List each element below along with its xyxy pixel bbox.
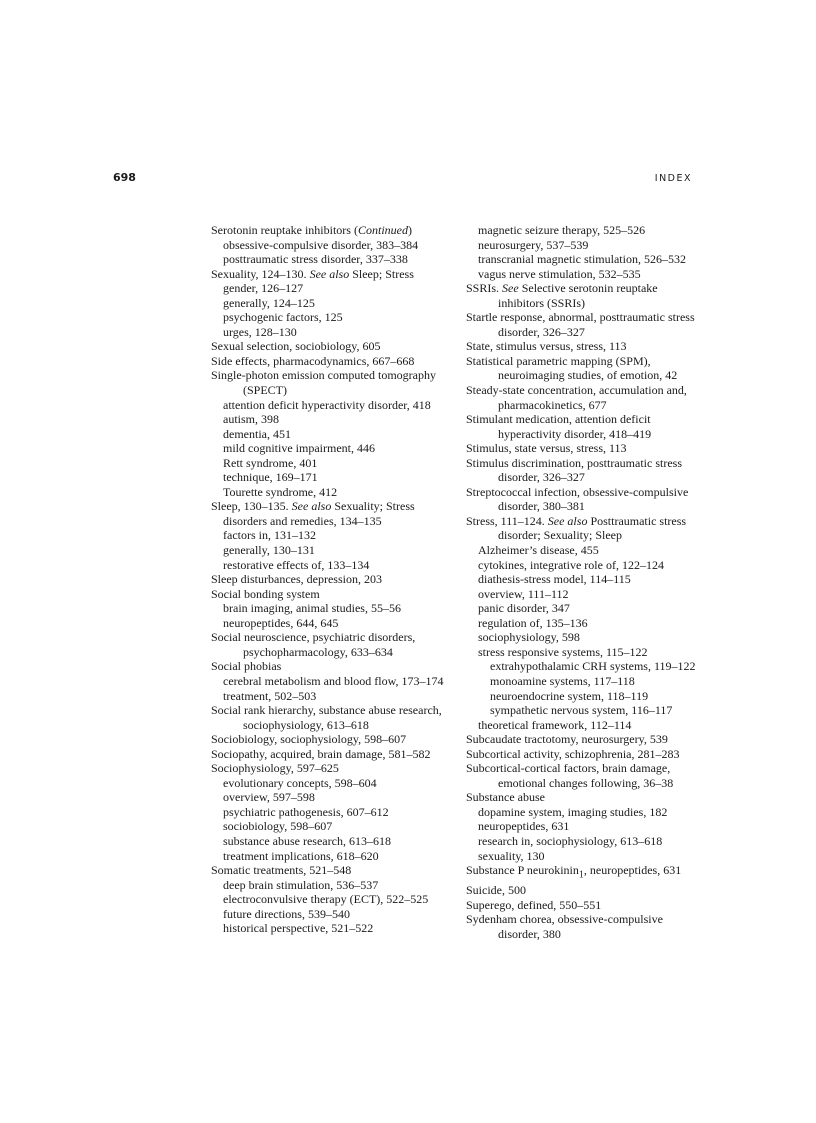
entry-text: Subcortical-cortical factors, brain damage, emotional changes following, 36–38 [466,761,674,790]
index-subentry [223,412,451,427]
entry-text: treatment, 502–503 [223,688,317,703]
entry-text: future directions, 539–540 [223,906,350,921]
entry-text: Stimulant medication, attention deficit hyperactivity disorder, 418–419 [466,412,652,441]
entry-text: Stimulus, state versus, stress, 113 [466,441,627,456]
entry-text: psychiatric pathogenesis, 607–612 [223,804,389,819]
index-subentry [223,907,451,922]
index-entry [211,732,451,747]
index-subentry [223,849,451,864]
entry-text: historical perspective, 521–522 [223,921,374,936]
index-subentry [478,238,706,253]
entry-text: urges, 128–130 [223,324,297,339]
index-entry [211,863,451,878]
entry-text: regulation of, 135–136 [478,615,588,630]
running-head: INDEX [654,173,692,184]
index-subentry [478,587,706,602]
index-entry [466,747,706,762]
index-subentry [223,528,451,543]
index-subentry [223,790,451,805]
index-entry [211,499,451,514]
entry-text: Sociopathy, acquired, brain damage, 581–582 [211,746,431,761]
index-subentry [223,819,451,834]
index-entry [211,703,451,732]
entry-text: stress responsive systems, 115–122 [478,644,648,659]
subscript: 1 [578,869,584,881]
entry-text: attention deficit hyperactivity disorder, 418 [223,397,431,412]
index-subentry [223,892,451,907]
index-subentry [478,805,706,820]
index-entry [466,354,706,383]
index-entry [211,339,451,354]
index-subentry [490,703,706,718]
index-entry [466,761,706,790]
see-also-ref: See [502,281,519,296]
index-subentry [223,238,451,253]
index-subentry [223,805,451,820]
entry-text: Suicide, 500 [466,883,526,897]
entry-text: Sexuality; Stress [331,499,415,514]
index-subentry [478,223,706,238]
index-entry [466,485,706,514]
index-subentry [478,834,706,849]
entry-text: neuroendocrine system, 118–119 [490,688,649,703]
entry-text: SSRIs. [466,281,503,296]
index-subentry [223,325,451,340]
entry-text: Substance P neurokinin [466,863,579,878]
entry-text: overview, 111–112 [478,586,569,601]
index-entry [211,368,451,397]
index-subentry [478,267,706,282]
entry-text: research in, sociophysiology, 613–618 [478,833,663,848]
index-subentry [223,878,451,893]
index-subentry [223,427,451,442]
entry-text: disorders and remedies, 134–135 [223,513,382,528]
entry-text: Sexuality, 124–130. [211,266,310,281]
index-subentry [223,252,451,267]
index-subentry [478,252,706,267]
index-subentry [223,470,451,485]
entry-text: Startle response, abnormal, posttraumatic stress disorder, 326–327 [466,310,695,339]
entry-text: diathesis-stress model, 114–115 [478,572,631,587]
entry-text: sociobiology, 598–607 [223,819,333,834]
index-entry [466,310,706,339]
page-number: 698 [113,171,136,184]
entry-text: treatment implications, 618–620 [223,848,379,863]
entry-text: technique, 169–171 [223,470,318,485]
index-subentry [223,558,451,573]
see-also-ref: See also [291,499,332,514]
entry-text: obsessive-compulsive disorder, 383–384 [223,237,419,252]
index-subentry [223,601,451,616]
entry-text: Sleep, 130–135. [211,499,292,514]
entry-text: ) [407,223,412,237]
entry-text: sympathetic nervous system, 116–117 [490,703,673,718]
entry-text: Tourette syndrome, 412 [223,484,338,499]
index-entry [211,267,451,282]
entry-text: Serotonin reuptake inhibitors ( [211,223,358,237]
entry-text: Social phobias [211,659,282,674]
entry-text: overview, 597–598 [223,790,315,805]
index-subentry [490,674,706,689]
entry-text: Sociobiology, sociophysiology, 598–607 [211,732,407,747]
entry-text: Statistical parametric mapping (SPM), neuroimaging studies, of emotion, 42 [466,353,678,383]
index-subentry [478,572,706,587]
index-subentry [223,456,451,471]
index-subentry [478,558,706,573]
index-subentry [223,485,451,500]
entry-text: extrahypothalamic CRH systems, 119–122 [490,659,696,674]
entry-text: Alzheimer’s disease, 455 [478,543,599,558]
index-subentry [478,630,706,645]
index-subentry [478,849,706,864]
entry-text: Social rank hierarchy, substance abuse research, sociophysiology, 613–618 [211,703,442,732]
entry-text: vagus nerve stimulation, 532–535 [478,266,641,281]
index-subentry [223,514,451,529]
entry-text: restorative effects of, 133–134 [223,557,370,572]
index-subentry [223,616,451,631]
index-entry [466,383,706,412]
index-subentry [223,921,451,936]
entry-text: autism, 398 [223,412,279,427]
entry-text: substance abuse research, 613–618 [223,833,391,848]
entry-text: monoamine systems, 117–118 [490,673,635,688]
entry-text: Steady-state concentration, accumulation and, pharmacokinetics, 677 [466,383,687,412]
entry-text: evolutionary concepts, 598–604 [223,775,377,790]
index-subentry [478,543,706,558]
entry-text: neuropeptides, 631 [478,819,570,834]
index-subentry [223,281,451,296]
entry-text: transcranial magnetic stimulation, 526–532 [478,252,686,267]
index-subentry [223,296,451,311]
entry-text: neuropeptides, 644, 645 [223,615,339,630]
entry-text: Stress, 111–124. [466,513,548,528]
index-entry [466,790,706,805]
index-entry [466,441,706,456]
index-subentry [223,441,451,456]
index-subentry [478,645,706,660]
index-entry [466,732,706,747]
index-subentry [223,310,451,325]
index-subentry [478,601,706,616]
entry-text: magnetic seizure therapy, 525–526 [478,223,646,237]
index-subentry [478,616,706,631]
entry-text: panic disorder, 347 [478,601,570,616]
entry-text: dementia, 451 [223,426,291,441]
entry-text: Rett syndrome, 401 [223,455,318,470]
index-column-left [211,223,451,936]
entry-text: Sleep disturbances, depression, 203 [211,572,382,587]
entry-text: Sydenham chorea, obsessive-compulsive disorder, 380 [466,912,663,941]
entry-text: neurosurgery, 537–539 [478,237,589,252]
index-entry [211,587,451,602]
entry-text: Somatic treatments, 521–548 [211,863,352,878]
entry-text: gender, 126–127 [223,281,304,296]
index-entry [466,456,706,485]
entry-text: dopamine system, imaging studies, 182 [478,804,668,819]
index-subentry [223,398,451,413]
entry-text: psychogenic factors, 125 [223,310,343,325]
index-entry [466,281,706,310]
entry-text: deep brain stimulation, 536–537 [223,877,379,892]
index-subentry [223,834,451,849]
index-entry [466,883,706,898]
index-entry [466,412,706,441]
index-subentry [223,674,451,689]
entry-text: sociophysiology, 598 [478,630,580,645]
entry-text: Selective serotonin reuptake inhibitors (SSRIs) [498,281,658,310]
entry-text: Single-photon emission computed tomography (SPECT) [211,368,436,398]
index-column-right [466,223,706,941]
entry-text: Social neuroscience, psychiatric disorders, psychopharmacology, 633–634 [211,630,416,659]
entry-text: cerebral metabolism and blood flow, 173–174 [223,673,444,688]
index-subentry [490,659,706,674]
entry-text: mild cognitive impairment, 446 [223,441,375,456]
index-entry [211,630,451,659]
entry-text: generally, 130–131 [223,543,315,558]
entry-text: Social bonding system [211,586,320,601]
entry-text: generally, 124–125 [223,295,315,310]
entry-text: sexuality, 130 [478,848,545,863]
entry-text: electroconvulsive therapy (ECT), 522–525 [223,892,429,907]
index-entry [466,863,706,883]
see-also-ref: See also [309,266,350,281]
index-entry [211,354,451,369]
entry-text: Superego, defined, 550–551 [466,897,602,912]
entry-text: Stimulus discrimination, posttraumatic stress disorder, 326–327 [466,455,682,485]
entry-text: , neuropeptides, 631 [583,863,682,878]
see-also-ref: Continued [357,223,408,237]
index-subentry [223,543,451,558]
index-entry [466,339,706,354]
entry-text: Sociophysiology, 597–625 [211,761,339,776]
index-entry [211,223,451,238]
entry-text: factors in, 131–132 [223,528,316,543]
entry-text: posttraumatic stress disorder, 337–338 [223,252,408,267]
index-subentry [478,819,706,834]
index-subentry [478,718,706,733]
entry-text: State, stimulus versus, stress, 113 [466,339,627,354]
entry-text: Subcortical activity, schizophrenia, 281–283 [466,746,680,761]
entry-text: Sleep; Stress [349,266,414,281]
entry-text: theoretical framework, 112–114 [478,717,632,732]
see-also-ref: See also [547,513,588,528]
index-entry [211,747,451,762]
entry-text: Posttraumatic stress disorder; Sexuality; Sleep [498,513,687,543]
entry-text: Sexual selection, sociobiology, 605 [211,339,381,354]
entry-text: cytokines, integrative role of, 122–124 [478,557,664,572]
index-entry [211,572,451,587]
index-entry [211,761,451,776]
index-entry [466,912,706,941]
index-entry [466,898,706,913]
entry-text: brain imaging, animal studies, 55–56 [223,601,401,616]
entry-text: Subcaudate tractotomy, neurosurgery, 539 [466,732,668,747]
index-entry [211,659,451,674]
index-subentry [223,689,451,704]
entry-text: Substance abuse [466,790,545,805]
index-subentry [223,776,451,791]
index-entry [466,514,706,543]
entry-text: Streptococcal infection, obsessive-compulsive disorder, 380–381 [466,484,689,514]
index-subentry [490,689,706,704]
entry-text: Side effects, pharmacodynamics, 667–668 [211,353,415,368]
